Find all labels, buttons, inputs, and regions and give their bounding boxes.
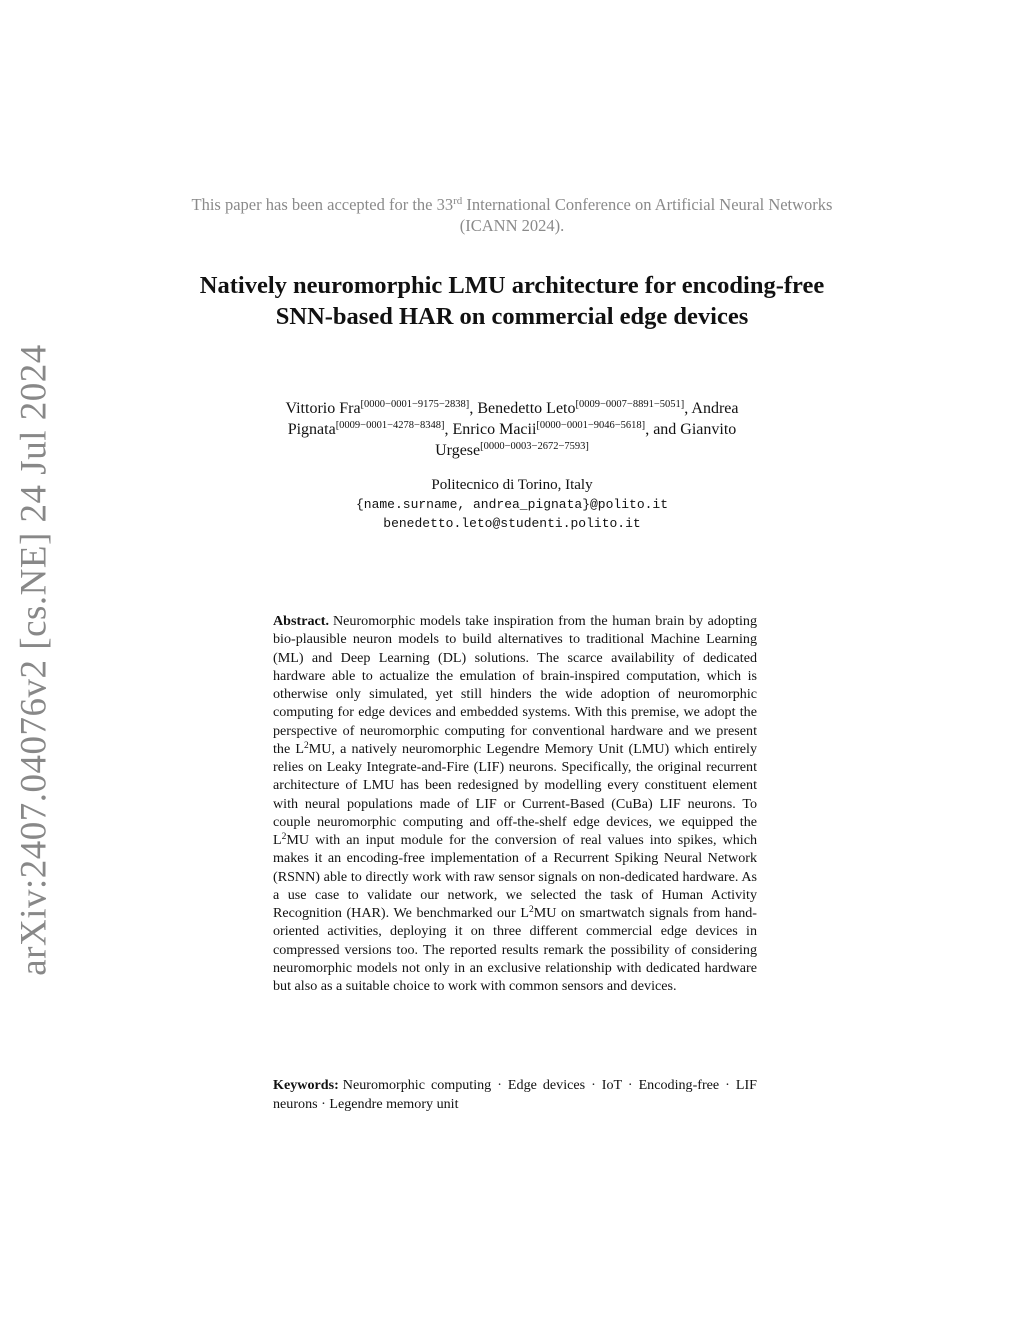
author-orcid: [0009−0001−4278−8348] (335, 420, 445, 431)
paper-title: Natively neuromorphic LMU architecture for encoding-free SNN-based HAR on commercial edge devices (199, 272, 825, 330)
email-link[interactable]: {name.surname, andrea_pignata}@polito.it (355, 497, 669, 512)
institution: Politecnico di Torino, Italy (431, 477, 593, 493)
abstract: Abstract. Neuromorphic models take inspiration from the human brain by adopting bio-plausible neuron models to build alternatives to traditional Machine Learning (ML) and Deep Learning (DL) solutions. The scarce availability of dedicated hardware able to actualize the emulation of brain-inspired computation, which is otherwise only simulated, yet still hinders the wide adoption of neuromorphic computing for edge devices and embedded systems. With this premise, we adopt the perspective of neuromorphic computing for conventional hardware and we present the $L^2MU$, a natively neuromorphic Legendre Memory Unit (LMU) which entirely relies on Leaky Integrate-and-Fire (LIF) neurons. Specifically, the original recurrent architecture of LMU has been redesigned by modelling every constituent element with neural populations made of LIF or Current-Based (CuBa) LIF neurons. To couple neuromorphic computing and off-the-shelf edge devices, we equipped the $L^2MU$ with an input module for the conversion of real values into spikes, which makes it an encoding-free implementation of a Recurrent Spiking Neural Network (RSNN) able to directly work with raw sensor signals on non-dedicated hardware. As a use case to validate our network, we selected the task of Human Activity Recognition (HAR). We benchmarked our $L^2MU$ on smartwatch signals from hand-oriented activities, deploying it on three different commercial edge devices in compressed versions too. The reported results remark the possibility of considering neuromorphic models not only in an exclusive relationship with dedicated hardware but also as a suitable choice to work with common sensors and devices. (273, 613, 757, 994)
author-name: Benedetto Leto (477, 400, 576, 417)
author-name: Enrico Macii (452, 421, 537, 438)
arxiv-identifier: arXiv:2407.04076v2 [cs.NE] 24 Jul 2024 (13, 344, 55, 976)
keywords: Keywords: Neuromorphic computing · Edge devices · IoT · Encoding-free · LIF neurons · Legendre memory unit (273, 1077, 757, 1112)
author-orcid: [0000−0001−9046−5618] (536, 420, 646, 431)
acceptance-notice: This paper has been accepted for the 33rd International Conference on Artificial Neural Networks (ICANN 2024). (191, 195, 833, 235)
author-list: Vittorio Fra[0000−0001−9175−2838], Benedetto Leto[0009−0007−8891−5051], Andrea Pignata[0009−0001−4278−8348], Enrico Macii[0000−0001−9046−5618], and Gianvito Urgese[0000−0003−2672−7593] (285, 399, 739, 459)
keywords-label: Keywords: (273, 1077, 339, 1093)
author-orcid: [0000−0003−2672−7593] (480, 441, 589, 452)
affiliation-block (212, 476, 812, 533)
author-name: Andrea Pignata (287, 400, 739, 438)
abstract-label: Abstract. (273, 613, 329, 629)
author-orcid: [0000−0001−9175−2838] (360, 399, 470, 410)
email-link[interactable]: benedetto.leto@studenti.polito.it (383, 516, 641, 531)
author-name: Gianvito Urgese (435, 421, 737, 459)
author-orcid: [0009−0007−8891−5051] (575, 399, 685, 410)
author-name: Vittorio Fra (285, 400, 361, 417)
